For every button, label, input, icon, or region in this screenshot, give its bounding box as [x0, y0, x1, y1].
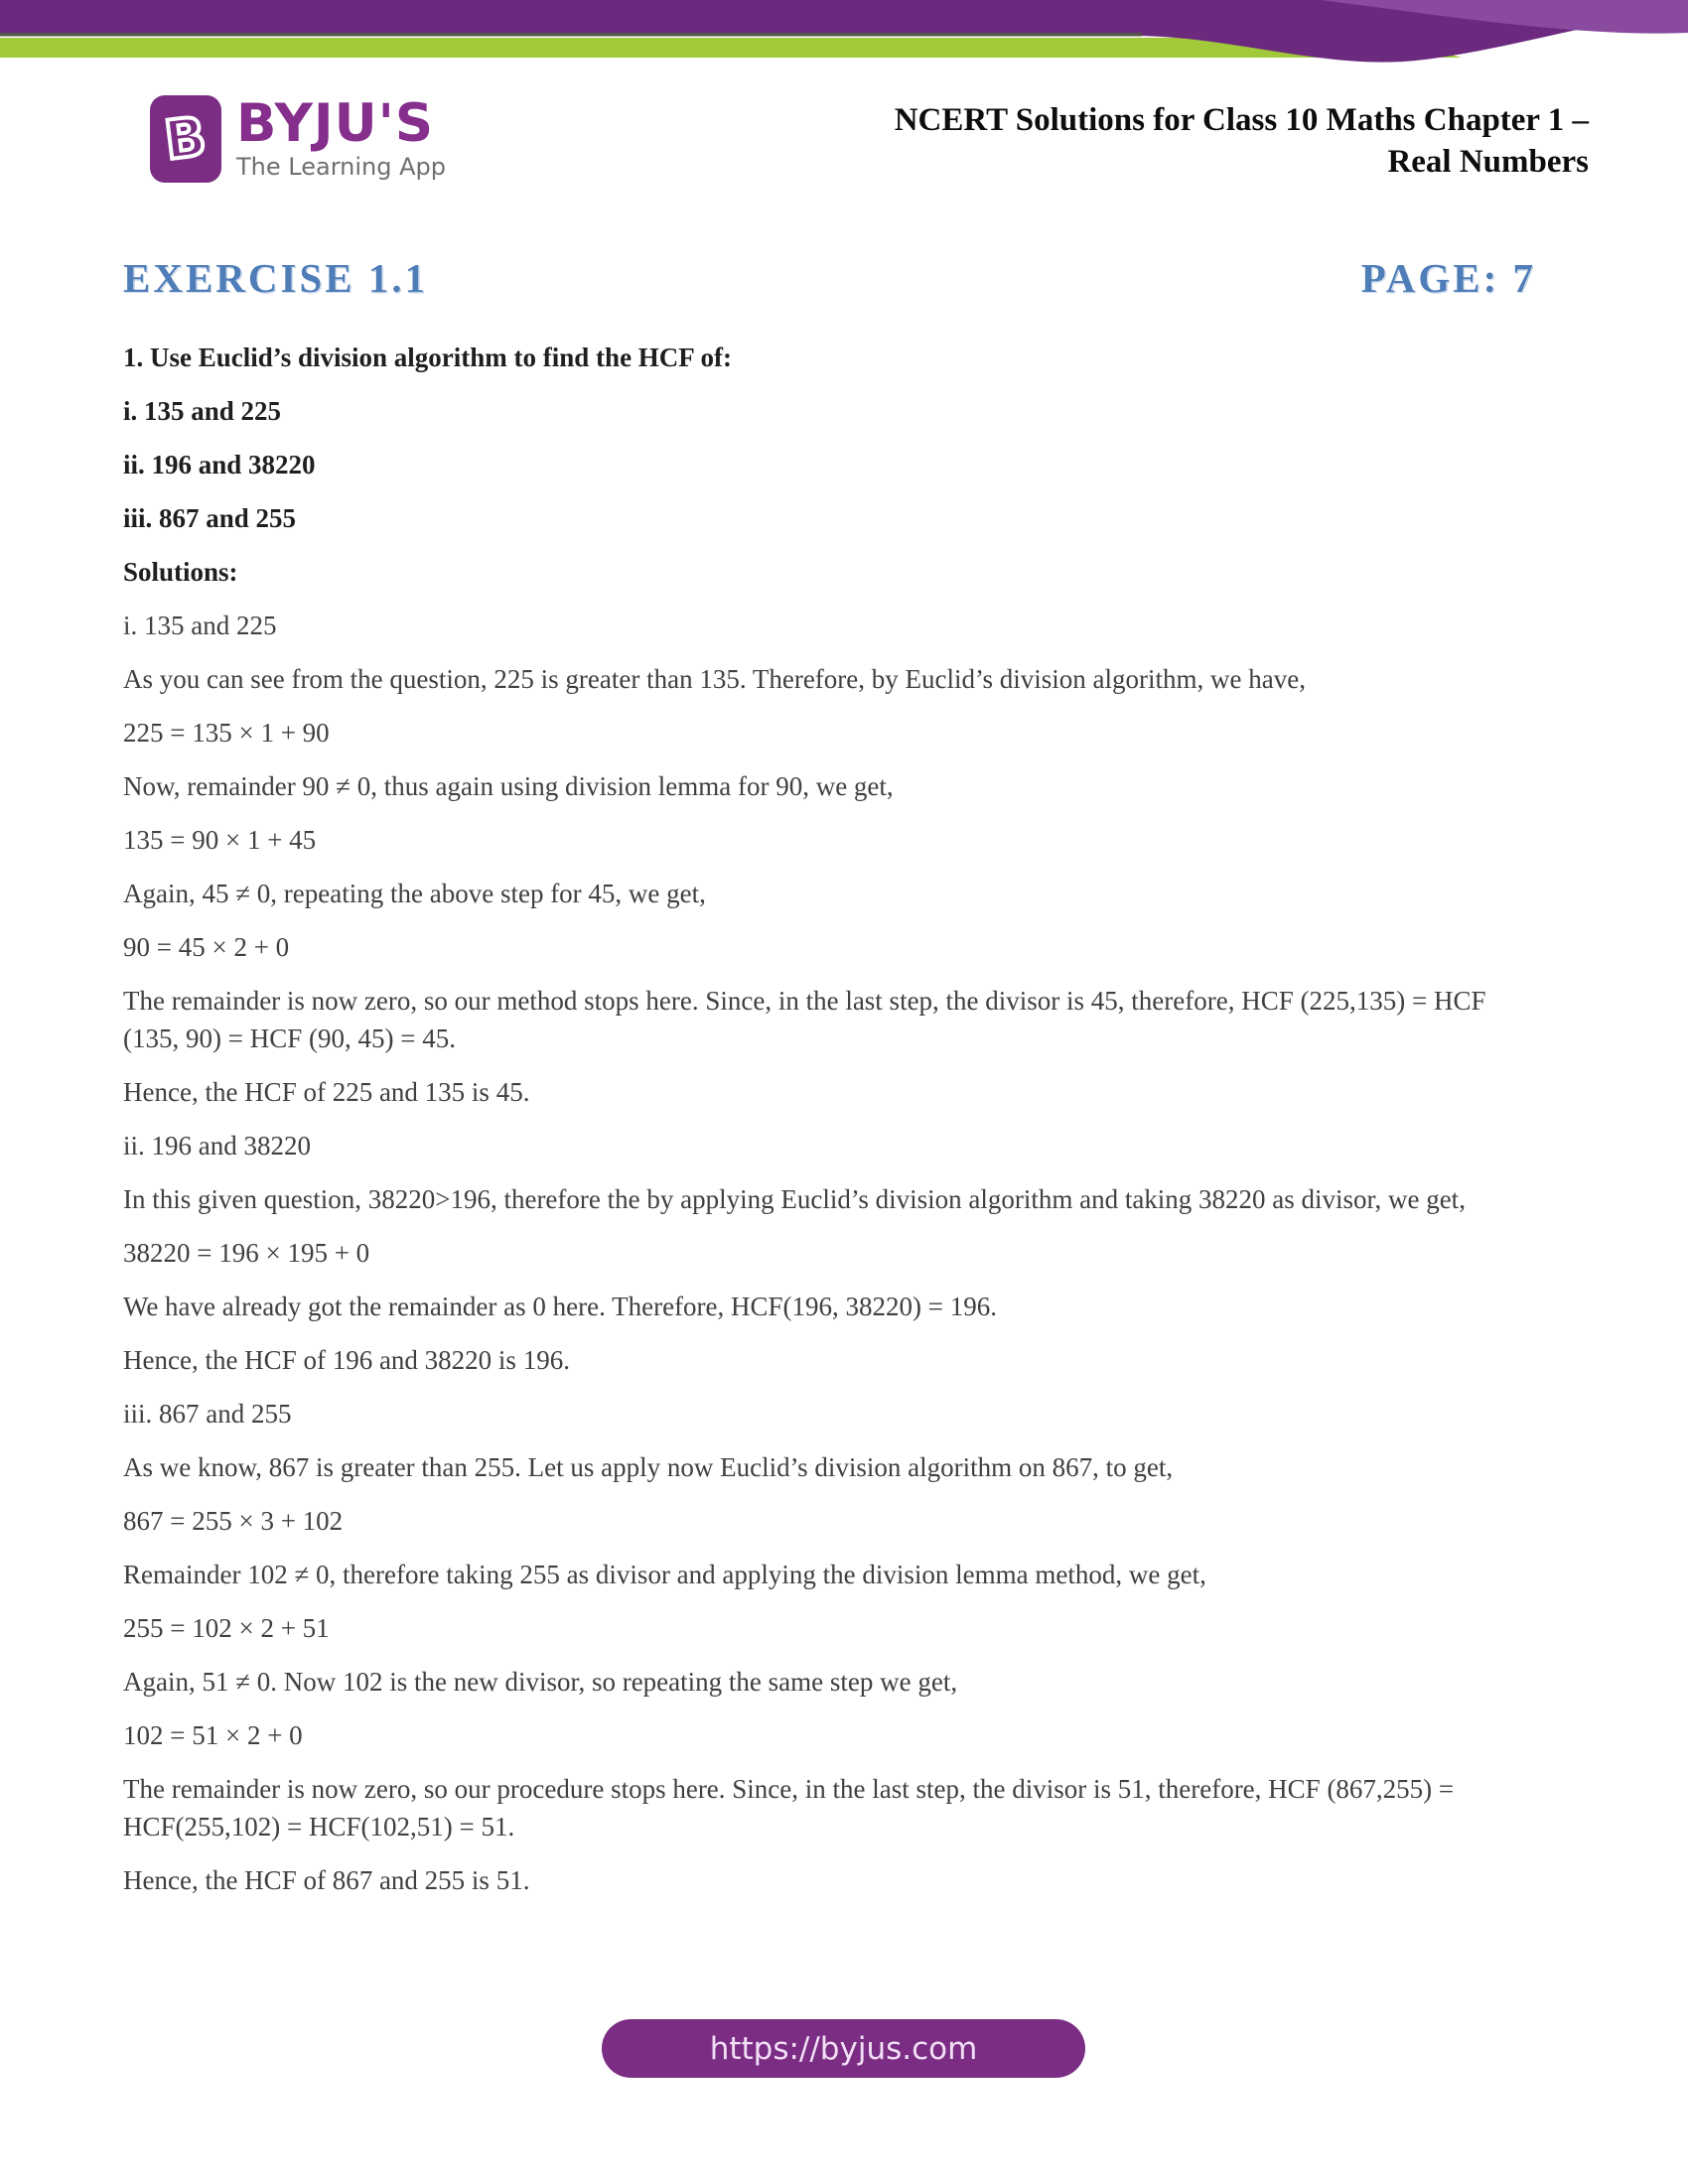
- paragraph-1: 1. Use Euclid’s division algorithm to find the HCF of:: [123, 342, 733, 372]
- paragraph-16: In this given question, 38220>196, therefore the by applying Euclid’s division algorithm and taking 38220 as divisor, we get,: [123, 1184, 1466, 1214]
- paragraph-6: i. 135 and 225: [123, 611, 277, 640]
- brand-tagline: The Learning App: [236, 153, 446, 181]
- header-decoration: [0, 0, 1688, 84]
- brand-name: BYJU'S: [236, 93, 435, 154]
- byjus-logo-icon: [150, 95, 221, 183]
- divider-line: [0, 33, 1142, 37]
- solution-content: [123, 339, 1541, 1915]
- paragraph-22: 867 = 255 × 3 + 102: [123, 1506, 344, 1536]
- page-header: [150, 95, 1589, 183]
- paragraph-20: iii. 867 and 255: [123, 1399, 292, 1429]
- paragraph-5: Solutions:: [123, 557, 238, 587]
- paragraph-7: As you can see from the question, 225 is greater than 135. Therefore, by Euclid’s division algorithm, we have,: [123, 664, 1306, 694]
- paragraph-25: Again, 51 ≠ 0. Now 102 is the new divisor, so repeating the same step we get,: [123, 1667, 958, 1697]
- paragraph-13: The remainder is now zero, so our method stops here. Since, in the last step, the divisor is 45, therefore, HCF (225,135) = HCF (135, 90) = HCF (90, 45) = 45.: [123, 986, 1486, 1053]
- byjus-url-link[interactable]: https://byjus.com: [602, 2019, 1085, 2078]
- paragraph-15: ii. 196 and 38220: [123, 1131, 311, 1160]
- paragraph-21: As we know, 867 is greater than 255. Let us apply now Euclid’s division algorithm on 867, to get,: [123, 1452, 1174, 1482]
- document-title: [895, 99, 1589, 183]
- logo-b-glyph: B: [161, 104, 211, 173]
- byjus-logo: [150, 95, 446, 183]
- paragraph-18: We have already got the remainder as 0 here. Therefore, HCF(196, 38220) = 196.: [123, 1292, 998, 1321]
- paragraph-10: 135 = 90 × 1 + 45: [123, 825, 317, 855]
- logo-text: [236, 95, 446, 181]
- paragraph-19: Hence, the HCF of 196 and 38220 is 196.: [123, 1345, 570, 1375]
- paragraph-3: ii. 196 and 38220: [123, 450, 316, 479]
- paragraph-27: The remainder is now zero, so our procedure stops here. Since, in the last step, the divisor is 51, therefore, HCF (867,255) = HCF(255,102) = HCF(102,51) = 51.: [123, 1774, 1455, 1842]
- paragraph-2: i. 135 and 225: [123, 396, 282, 426]
- paragraph-11: Again, 45 ≠ 0, repeating the above step for 45, we get,: [123, 879, 706, 908]
- paragraph-14: Hence, the HCF of 225 and 135 is 45.: [123, 1077, 530, 1107]
- exercise-heading: EXERCISE 1.1: [123, 255, 429, 301]
- paragraph-28: Hence, the HCF of 867 and 255 is 51.: [123, 1865, 530, 1895]
- paragraph-9: Now, remainder 90 ≠ 0, thus again using division lemma for 90, we get,: [123, 771, 894, 801]
- paragraph-24: 255 = 102 × 2 + 51: [123, 1613, 330, 1643]
- paragraph-23: Remainder 102 ≠ 0, therefore taking 255 as divisor and applying the division lemma method, we get,: [123, 1560, 1206, 1589]
- paragraph-26: 102 = 51 × 2 + 0: [123, 1720, 303, 1750]
- document-title-line2: Real Numbers: [1387, 144, 1589, 181]
- document-title-line1: NCERT Solutions for Class 10 Maths Chapter 1 –: [894, 102, 1589, 138]
- section-heading-row: [123, 254, 1536, 302]
- paragraph-17: 38220 = 196 × 195 + 0: [123, 1238, 370, 1268]
- page-number: PAGE: 7: [1360, 255, 1536, 301]
- paragraph-4: iii. 867 and 255: [123, 503, 297, 533]
- paragraph-12: 90 = 45 × 2 + 0: [123, 932, 290, 962]
- paragraph-8: 225 = 135 × 1 + 90: [123, 718, 330, 748]
